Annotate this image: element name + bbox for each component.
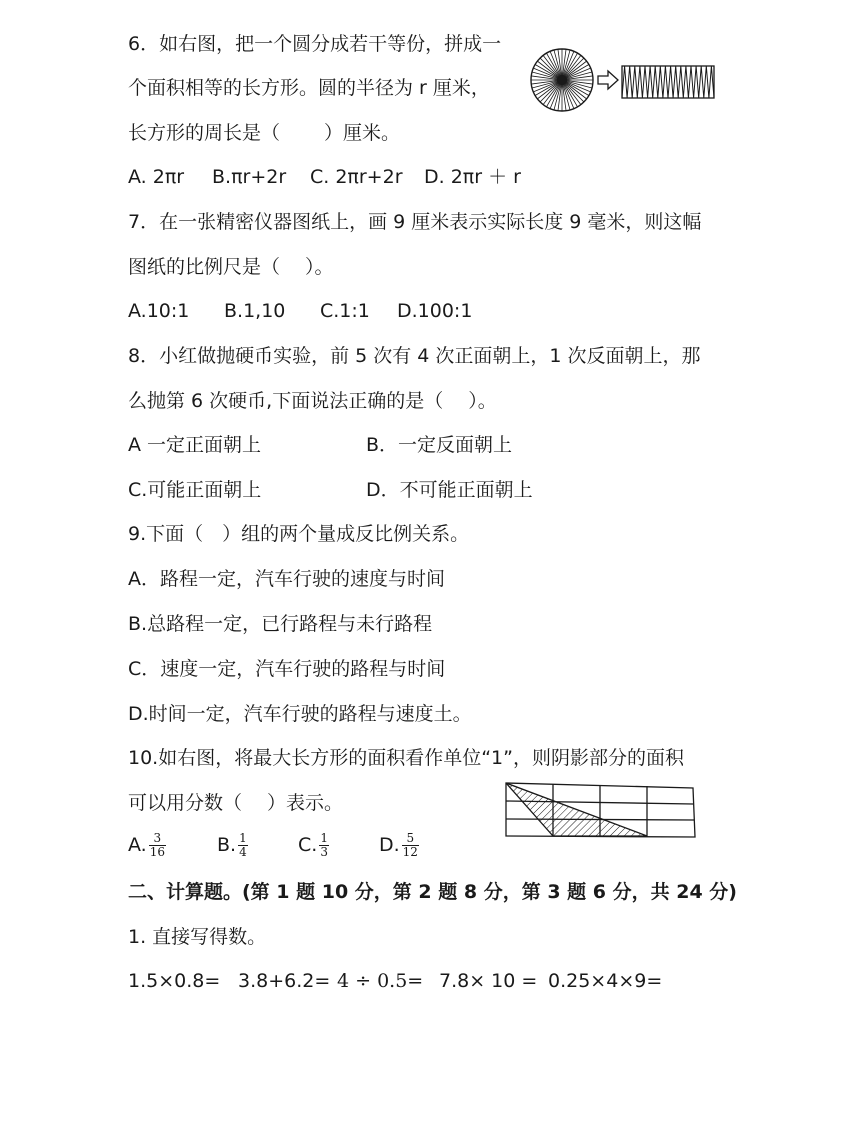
q10-line1: 10.如右图，将最大长方形的面积看作单位“1”，则阴影部分的面积 xyxy=(128,747,684,769)
q9-line1: 9.下面（ ）组的两个量成反比例关系。 xyxy=(128,523,470,545)
calc-item-3: 4 ÷ 0.5= xyxy=(337,970,424,992)
q6-line2: 个面积相等的长方形。圆的半径为 r 厘米， xyxy=(128,77,490,99)
q8-option-a: A 一定正面朝上 xyxy=(128,434,262,456)
q7-option-a: A.10:1 xyxy=(128,300,190,322)
q8-line2: 么抛第 6 次硬币,下面说法正确的是（ ）。 xyxy=(128,390,497,412)
circle-to-rectangle-figure xyxy=(528,48,720,114)
fraction: $\frac{3}{16}$ xyxy=(149,831,165,859)
q10-option-c: C. $\frac{1}{3}$ xyxy=(298,831,328,859)
q9-option-d: D.时间一定，汽车行驶的路程与速度土。 xyxy=(128,703,472,725)
fraction: $\frac{5}{12}$ xyxy=(402,831,418,859)
q6-option-c: C. 2πr+2r xyxy=(310,166,403,188)
q6-line1: 6．如右图，把一个圆分成若干等份，拼成一 xyxy=(128,33,502,55)
section-heading: 二、计算题。(第 1 题 10 分，第 2 题 8 分，第 3 题 6 分，共 24 分) xyxy=(128,881,737,903)
fraction: $\frac{1}{3}$ xyxy=(320,831,328,859)
calc-item-4: 7.8× 10 = xyxy=(439,970,538,992)
q7-option-d: D.100:1 xyxy=(397,300,473,322)
arrow-icon xyxy=(598,71,618,89)
q7-option-b: B.1,10 xyxy=(224,300,286,322)
fraction: $\frac{1}{4}$ xyxy=(239,831,247,859)
q9-option-c: C．速度一定，汽车行驶的路程与时间 xyxy=(128,658,446,680)
shaded-grid-figure xyxy=(503,780,698,840)
q10-line2: 可以用分数（ ）表示。 xyxy=(128,792,344,814)
q10-option-d: D. $\frac{5}{12}$ xyxy=(379,831,418,859)
shaded-triangle xyxy=(506,783,647,836)
calc-item-5: 0.25×4×9= xyxy=(548,970,663,992)
q6-option-d: D. 2πr ＋ r xyxy=(424,166,521,188)
calc-item-1: 1.5×0.8= xyxy=(128,970,221,992)
q8-option-d: D．不可能正面朝上 xyxy=(366,479,533,501)
q6-line3: 长方形的周长是（ ）厘米。 xyxy=(128,122,401,144)
q8-option-b: B．一定反面朝上 xyxy=(366,434,513,456)
q6-option-a: A. 2πr xyxy=(128,166,185,188)
subquestion-1: 1. 直接写得数。 xyxy=(128,926,267,948)
q10-option-b: B. $\frac{1}{4}$ xyxy=(217,831,247,859)
q6-option-b: B.πr+2r xyxy=(212,166,287,188)
calc-item-2: 3.8+6.2= xyxy=(238,970,331,992)
q9-option-b: B.总路程一定，已行路程与未行路程 xyxy=(128,613,433,635)
q7-line2: 图纸的比例尺是（ ）。 xyxy=(128,256,334,278)
q8-option-c: C.可能正面朝上 xyxy=(128,479,262,501)
zigzag-rectangle xyxy=(622,66,714,98)
q7-option-c: C.1:1 xyxy=(320,300,370,322)
q7-line1: 7．在一张精密仪器图纸上，画 9 厘米表示实际长度 9 毫米，则这幅 xyxy=(128,211,702,233)
q8-line1: 8．小红做抛硬币实验，前 5 次有 4 次正面朝上，1 次反面朝上，那 xyxy=(128,345,701,367)
q9-option-a: A．路程一定，汽车行驶的速度与时间 xyxy=(128,568,445,590)
q10-option-a: A. $\frac{3}{16}$ xyxy=(128,831,165,859)
